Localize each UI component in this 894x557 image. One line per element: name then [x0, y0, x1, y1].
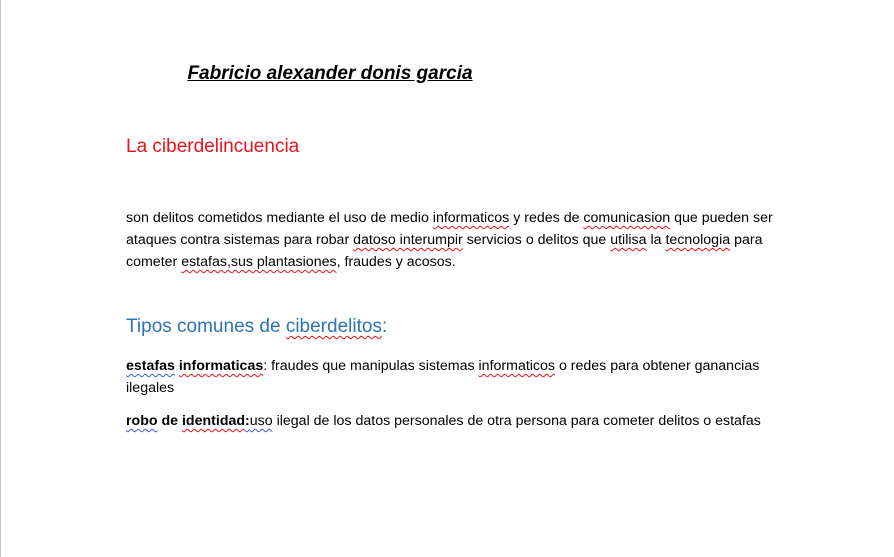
- document-title: Fabricio alexander donis garcia: [187, 63, 473, 84]
- misspelled-word: tecnologia: [665, 232, 731, 248]
- misspelled-word: ciberdelitos: [285, 316, 382, 337]
- misspelled-word: estafas,sus plantasiones: [181, 254, 337, 270]
- grammar-flag-word: :uso: [245, 413, 273, 429]
- misspelled-word: informaticas: [178, 358, 264, 374]
- heading-tipos-comunes: Tipos comunes de ciberdelitos:: [126, 316, 388, 337]
- misspelled-word: informaticos: [478, 358, 556, 374]
- misspelled-word: comunicasion: [583, 210, 671, 226]
- misspelled-word: identidad: [181, 413, 246, 429]
- grammar-flag-word: robo: [126, 413, 158, 429]
- misspelled-word: informaticos: [432, 210, 510, 226]
- misspelled-word: utilisa: [610, 232, 647, 248]
- intro-paragraph: son delitos cometidos mediante el uso de medio informaticos y redes de comunicasion que pueden ser ataques contra sistemas para robar datoso interumpir servicios o delitos que utilisa la tecnologia para cometer estafas,sus plantasiones, fraudes y acosos.: [126, 210, 773, 270]
- list-item: estafas informaticas: fraudes que manipulas sistemas informaticos o redes para obtener ganancias ilegales: [126, 358, 760, 396]
- heading-ciberdelincuencia: La ciberdelincuencia: [126, 136, 300, 157]
- grammar-flag-word: estafas: [126, 358, 175, 374]
- list-item: robo de identidad:uso ilegal de los datos personales de otra persona para cometer delitos o estafas: [126, 413, 761, 429]
- misspelled-word: datoso interumpir: [353, 232, 463, 248]
